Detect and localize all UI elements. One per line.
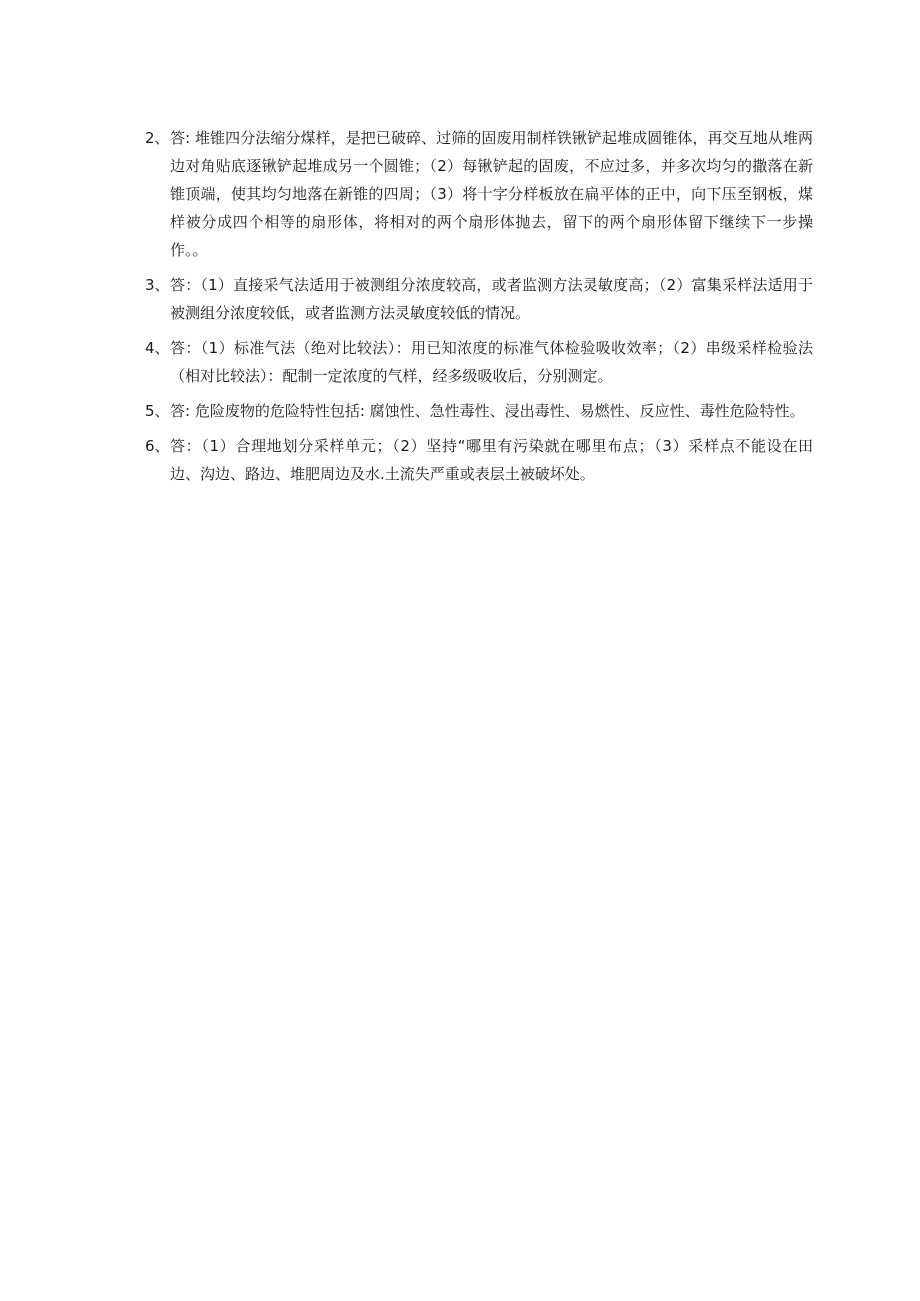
answer-number: 4、: [145, 339, 170, 357]
answer-text: 答: 危险废物的危险特性包括: 腐蚀性、急性毒性、浸出毒性、易燃性、反应性、毒性危险特性。: [170, 402, 805, 420]
answer-item-3: [145, 271, 813, 327]
answer-number: 6、: [145, 437, 170, 455]
answer-text: 答：（1）合理地划分采样单元；（2）坚持“哪里有污染就在哪里布点；（3）采样点不能设在田边、沟边、路边、堆肥周边及水.土流失严重或表层土被破坏处。: [170, 437, 813, 483]
answer-text: 答：（1）标准气法（绝对比较法）：用已知浓度的标准气体检验吸收效率；（2）串级采样检验法（相对比较法）：配制一定浓度的气样，经多级吸收后，分别测定。: [170, 339, 813, 385]
answer-number: 5、: [145, 402, 170, 420]
answer-text: 答: 堆锥四分法缩分煤样，是把已破碎、过筛的固废用制样铁锹铲起堆成圆锥体，再交互地从堆两边对角贴底逐锹铲起堆成另一个圆锥；（2）每锹铲起的固废，不应过多，并多次均匀的撒落在新锥顶端，使其均匀地落在新锥的四周；（3）将十字分样板放在扁平体的正中，向下压至钢板，煤样被分成四个相等的扇形体，将相对的两个扇形体抛去，留下的两个扇形体留下继续下一步操作。。: [170, 129, 813, 259]
answer-item-6: [145, 432, 813, 488]
answer-number: 3、: [145, 276, 170, 294]
answer-item-4: [145, 334, 813, 390]
answer-list: [145, 124, 813, 495]
answer-item-5: [145, 397, 813, 425]
answer-number: 2、: [145, 129, 170, 147]
answer-item-2: [145, 124, 813, 264]
answer-text: 答：（1）直接采气法适用于被测组分浓度较高，或者监测方法灵敏度高；（2）富集采样法适用于被测组分浓度较低，或者监测方法灵敏度较低的情况。: [170, 276, 813, 322]
